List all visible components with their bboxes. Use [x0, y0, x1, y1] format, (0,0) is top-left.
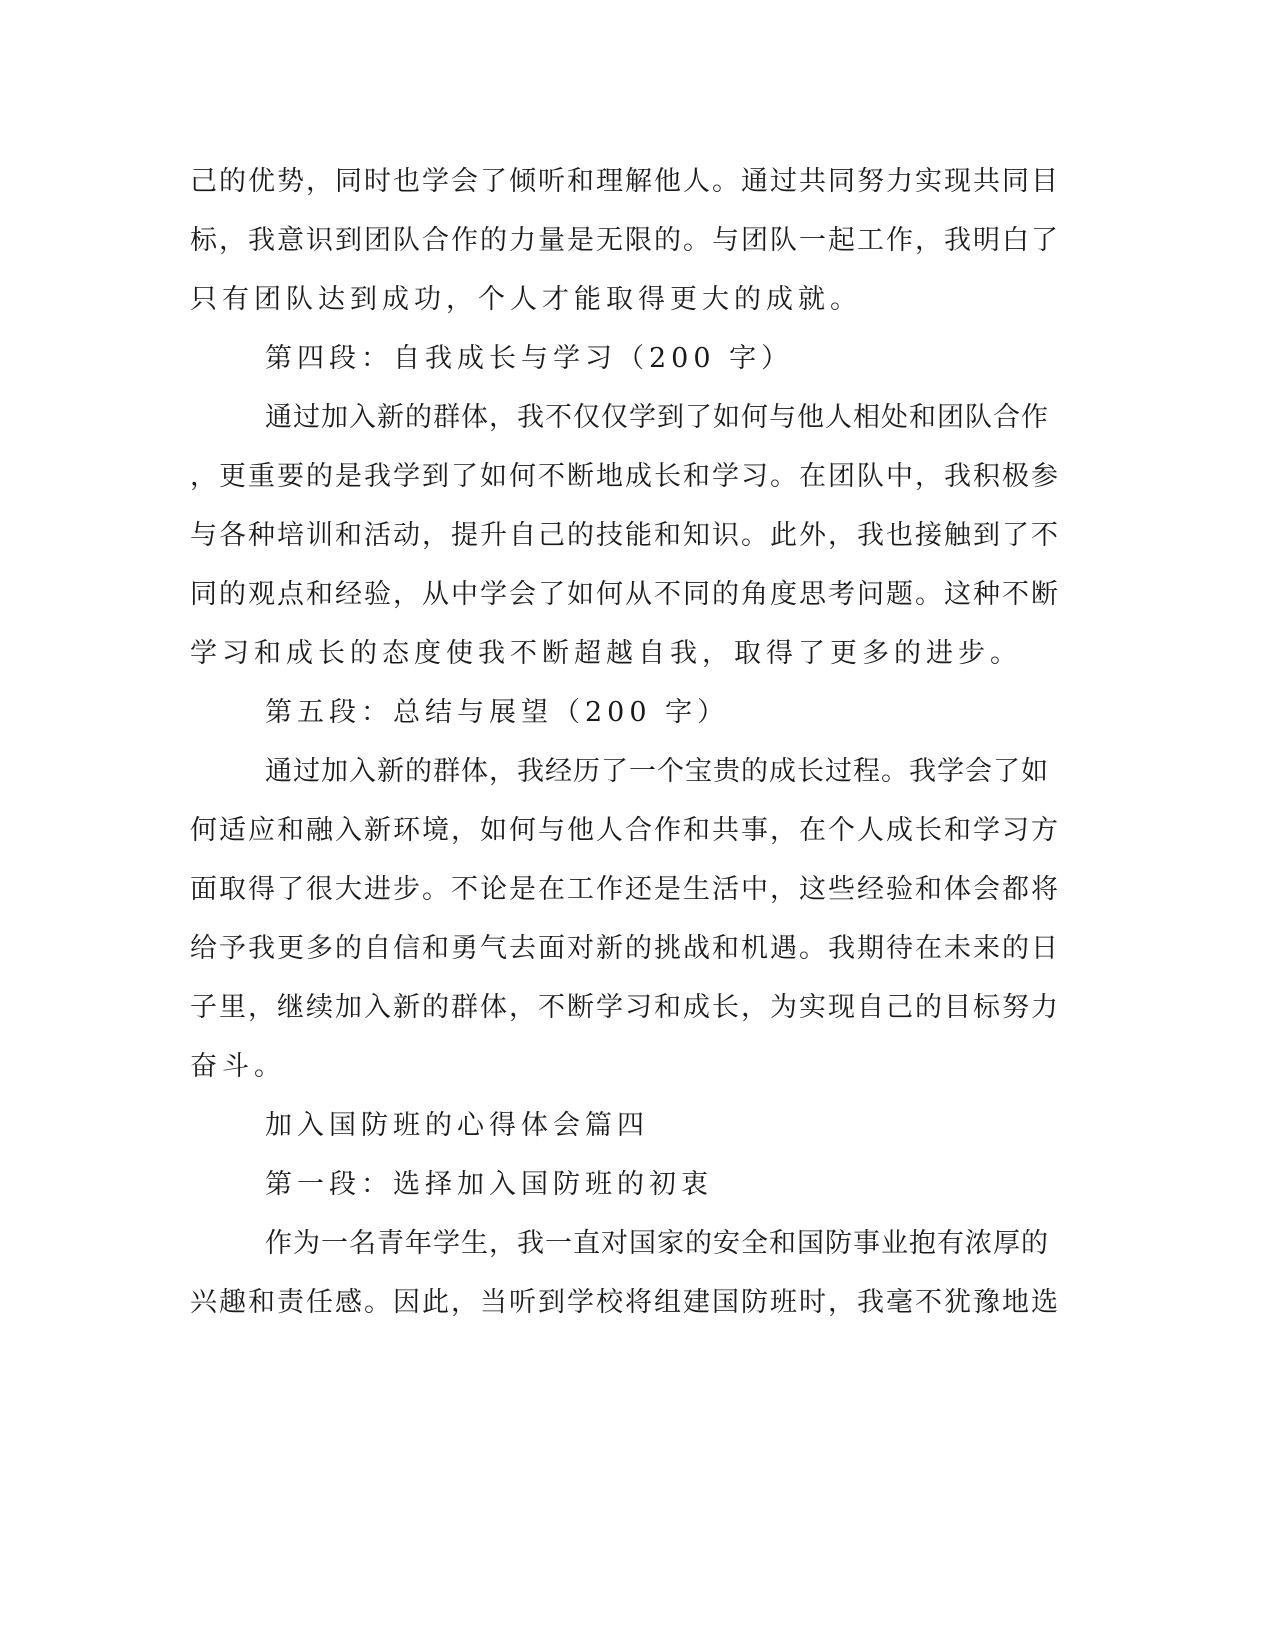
article-title: 加入国防班的心得体会篇四 [265, 1110, 649, 1141]
section-heading: 第五段：总结与展望（200 字） [265, 697, 730, 728]
text-line: 与各种培训和活动，提升自己的技能和知识。此外，我也接触到了不 [190, 520, 1060, 551]
text-line: 兴趣和责任感。因此，当听到学校将组建国防班时，我毫不犹豫地选 [190, 1287, 1060, 1318]
text-line: 子里，继续加入新的群体，不断学习和成长，为实现自己的目标努力 [190, 992, 1060, 1023]
text-line: 给予我更多的自信和勇气去面对新的挑战和机遇。我期待在未来的日 [190, 933, 1060, 964]
text-line: 作为一名青年学生，我一直对国家的安全和国防事业抱有浓厚的 [265, 1228, 1049, 1259]
text-line: 学习和成长的态度使我不断超越自我，取得了更多的进步。 [190, 638, 1022, 669]
text-line: 通过加入新的群体，我不仅仅学到了如何与他人相处和团队合作 [265, 402, 1049, 433]
text-line: 通过加入新的群体，我经历了一个宝贵的成长过程。我学会了如 [265, 756, 1049, 787]
text-line: 只有团队达到成功，个人才能取得更大的成就。 [190, 284, 862, 315]
section-heading: 第一段：选择加入国防班的初衷 [265, 1169, 713, 1200]
text-line: 同的观点和经验，从中学会了如何从不同的角度思考问题。这种不断 [190, 579, 1060, 610]
text-line: 面取得了很大进步。不论是在工作还是生活中，这些经验和体会都将 [190, 874, 1060, 905]
text-line: ，更重要的是我学到了如何不断地成长和学习。在团队中，我积极参 [190, 461, 1060, 492]
text-line: 奋斗。 [190, 1051, 286, 1082]
text-line: 标，我意识到团队合作的力量是无限的。与团队一起工作，我明白了 [190, 225, 1060, 256]
text-line: 何适应和融入新环境，如何与他人合作和共事，在个人成长和学习方 [190, 815, 1060, 846]
text-line: 己的优势，同时也学会了倾听和理解他人。通过共同努力实现共同目 [190, 166, 1060, 197]
section-heading: 第四段：自我成长与学习（200 字） [265, 343, 794, 374]
